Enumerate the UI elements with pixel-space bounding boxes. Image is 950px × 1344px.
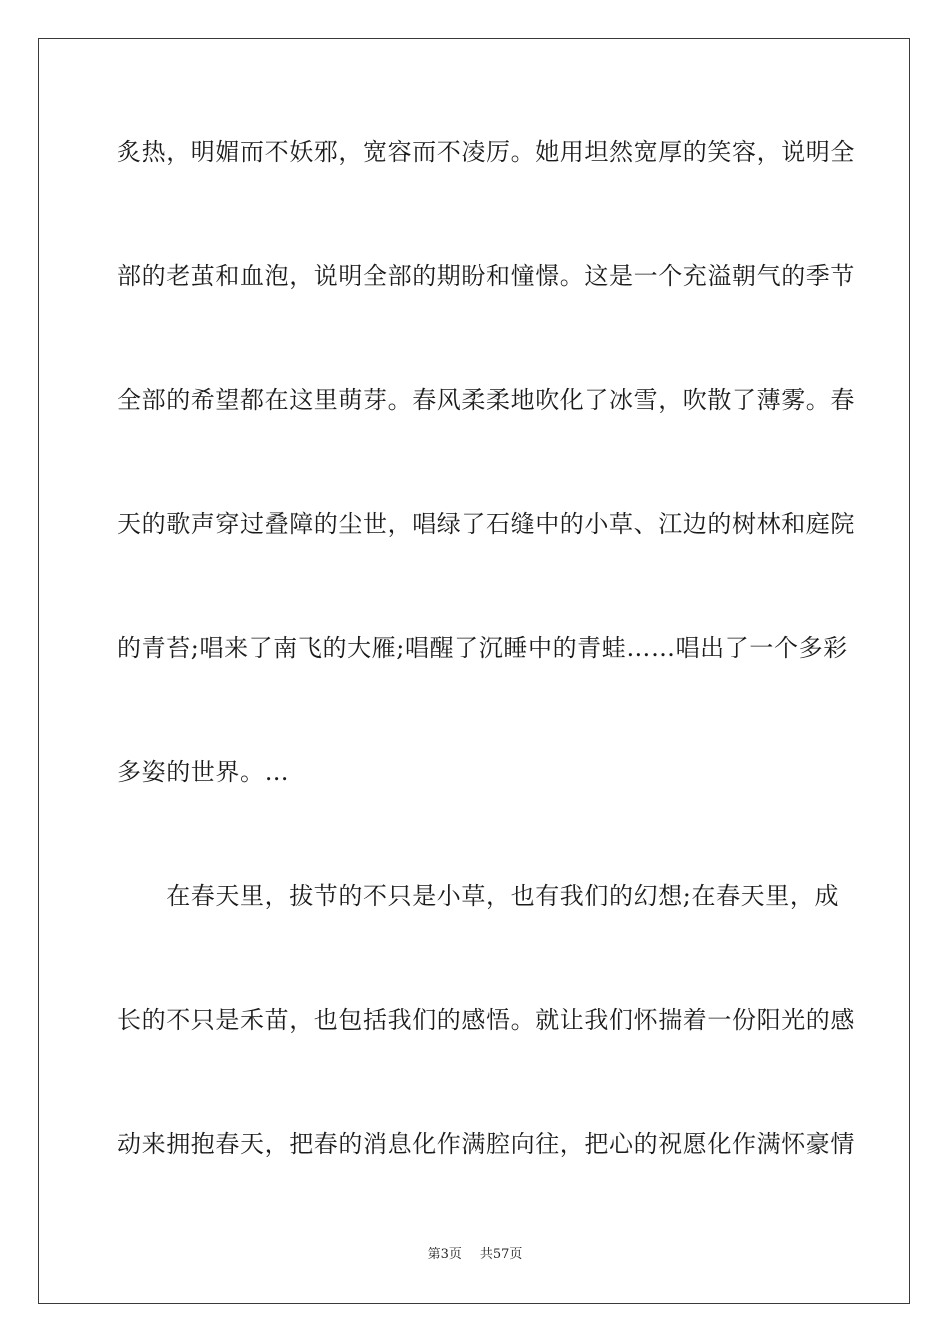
paragraph-line: 全部的希望都在这里萌芽。春风柔柔地吹化了冰雪，吹散了薄雾。春 xyxy=(117,386,855,414)
paragraph-line: 多姿的世界。… xyxy=(117,758,290,786)
paragraph-line: 部的老茧和血泡，说明全部的期盼和憧憬。这是一个充溢朝气的季节 xyxy=(117,262,855,290)
paragraph-line: 的青苔;唱来了南飞的大雁;唱醒了沉睡中的青蛙……唱出了一个多彩 xyxy=(117,634,848,662)
paragraph-line: 炙热，明媚而不妖邪，宽容而不凌厉。她用坦然宽厚的笑容，说明全 xyxy=(117,138,855,166)
paragraph-line: 长的不只是禾苗，也包括我们的感悟。就让我们怀揣着一份阳光的感 xyxy=(117,1006,855,1034)
paragraph-line: 动来拥抱春天，把春的消息化作满腔向往，把心的祝愿化作满怀豪情 xyxy=(117,1130,855,1158)
total-pages: 共57页 xyxy=(479,1247,523,1262)
paragraph-line: 在春天里，拔节的不只是小草，也有我们的幻想;在春天里，成 xyxy=(117,882,840,910)
page-number: 第3页 xyxy=(427,1247,462,1262)
page-footer xyxy=(0,1247,950,1263)
paragraph-line: 天的歌声穿过叠障的尘世，唱绿了石缝中的小草、江边的树林和庭院 xyxy=(117,510,855,538)
page-border xyxy=(38,38,910,1304)
